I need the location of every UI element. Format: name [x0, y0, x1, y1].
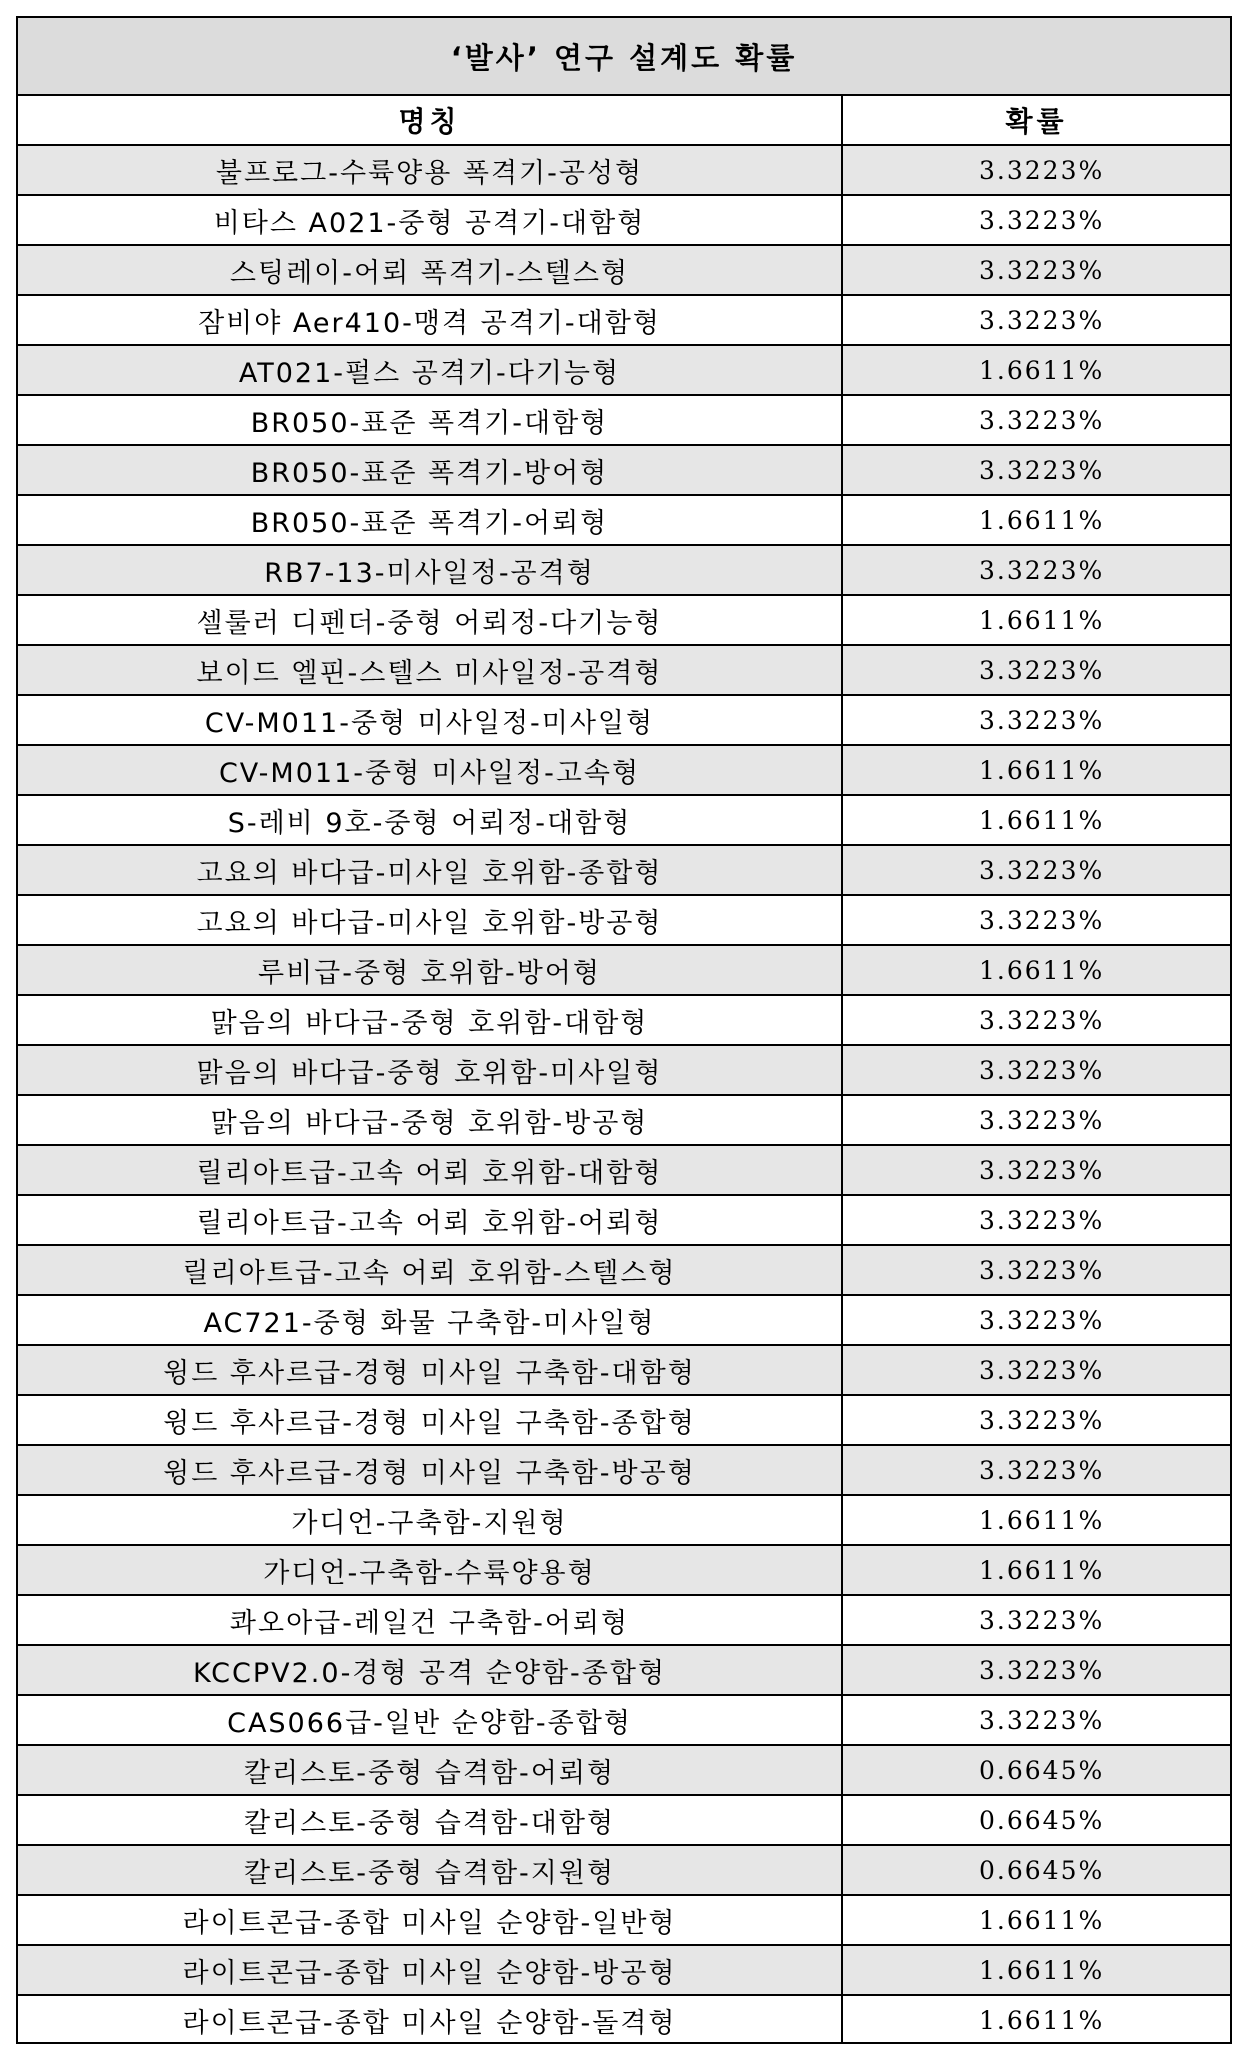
- probability-cell: 0.6645%: [842, 1795, 1230, 1845]
- table-row: [18, 995, 1230, 1045]
- blueprint-name-cell: 스팅레이-어뢰 폭격기-스텔스형: [18, 245, 842, 295]
- table-row: [18, 1545, 1230, 1595]
- probability-cell: 3.3223%: [842, 1195, 1230, 1245]
- table-row: [18, 1495, 1230, 1545]
- blueprint-name-cell: 맑음의 바다급-중형 호위함-대함형: [18, 995, 842, 1045]
- blueprint-name-cell: 윙드 후사르급-경형 미사일 구축함-종합형: [18, 1395, 842, 1445]
- table-row: [18, 1645, 1230, 1695]
- probability-cell: 3.3223%: [842, 1145, 1230, 1195]
- table-row: [18, 1095, 1230, 1145]
- probability-cell: 3.3223%: [842, 1245, 1230, 1295]
- probability-cell: 1.6611%: [842, 795, 1230, 845]
- probability-cell: 1.6611%: [842, 945, 1230, 995]
- table-row: [18, 345, 1230, 395]
- blueprint-name-cell: 맑음의 바다급-중형 호위함-방공형: [18, 1095, 842, 1145]
- blueprint-name-cell: 고요의 바다급-미사일 호위함-방공형: [18, 895, 842, 945]
- table-row: [18, 1295, 1230, 1345]
- blueprint-name-cell: 루비급-중형 호위함-방어형: [18, 945, 842, 995]
- blueprint-name-cell: 비타스 A021-중형 공격기-대함형: [18, 195, 842, 245]
- probability-cell: 3.3223%: [842, 895, 1230, 945]
- table-row: [18, 1945, 1230, 1995]
- table-row: [18, 295, 1230, 345]
- blueprint-name-cell: CV-M011-중형 미사일정-고속형: [18, 745, 842, 795]
- probability-cell: 1.6611%: [842, 1495, 1230, 1545]
- table-row: [18, 395, 1230, 445]
- table-row: [18, 445, 1230, 495]
- blueprint-name-cell: 윙드 후사르급-경형 미사일 구축함-방공형: [18, 1445, 842, 1495]
- table-row: [18, 1745, 1230, 1795]
- probability-cell: 1.6611%: [842, 745, 1230, 795]
- probability-cell: 3.3223%: [842, 1045, 1230, 1095]
- table-row: [18, 495, 1230, 545]
- blueprint-name-cell: 콰오아급-레일건 구축함-어뢰형: [18, 1595, 842, 1645]
- table-row: [18, 795, 1230, 845]
- table-row: [18, 1595, 1230, 1645]
- probability-table: [18, 18, 1230, 2044]
- probability-cell: 1.6611%: [842, 495, 1230, 545]
- blueprint-name-cell: 릴리아트급-고속 어뢰 호위함-스텔스형: [18, 1245, 842, 1295]
- blueprint-name-cell: CAS066급-일반 순양함-종합형: [18, 1695, 842, 1745]
- blueprint-name-cell: 릴리아트급-고속 어뢰 호위함-어뢰형: [18, 1195, 842, 1245]
- probability-cell: 3.3223%: [842, 1445, 1230, 1495]
- table-row: [18, 1895, 1230, 1945]
- blueprint-name-cell: 라이트콘급-종합 미사일 순양함-일반형: [18, 1895, 842, 1945]
- probability-cell: 1.6611%: [842, 1945, 1230, 1995]
- table-row: [18, 845, 1230, 895]
- blueprint-name-cell: 라이트콘급-종합 미사일 순양함-돌격형: [18, 1995, 842, 2044]
- probability-cell: 3.3223%: [842, 395, 1230, 445]
- probability-cell: 3.3223%: [842, 995, 1230, 1045]
- blueprint-name-cell: CV-M011-중형 미사일정-미사일형: [18, 695, 842, 745]
- probability-cell: 3.3223%: [842, 1695, 1230, 1745]
- table-title: ‘발사’ 연구 설계도 확률: [18, 18, 1230, 95]
- blueprint-name-cell: S-레비 9호-중형 어뢰정-대함형: [18, 795, 842, 845]
- probability-cell: 1.6611%: [842, 595, 1230, 645]
- table-row: [18, 695, 1230, 745]
- probability-cell: 3.3223%: [842, 195, 1230, 245]
- table-row: [18, 1845, 1230, 1895]
- probability-cell: 3.3223%: [842, 845, 1230, 895]
- blueprint-name-cell: 라이트콘급-종합 미사일 순양함-방공형: [18, 1945, 842, 1995]
- blueprint-name-cell: AC721-중형 화물 구축함-미사일형: [18, 1295, 842, 1345]
- probability-cell: 3.3223%: [842, 645, 1230, 695]
- probability-cell: 1.6611%: [842, 1545, 1230, 1595]
- title-row: [18, 18, 1230, 95]
- table-row: [18, 1195, 1230, 1245]
- probability-cell: 1.6611%: [979, 2005, 1105, 2035]
- blueprint-name-cell: AT021-펄스 공격기-다기능형: [18, 345, 842, 395]
- table-row: [18, 1345, 1230, 1395]
- blueprint-name-cell: 맑음의 바다급-중형 호위함-미사일형: [18, 1045, 842, 1095]
- probability-cell: 3.3223%: [842, 245, 1230, 295]
- header-row: [18, 95, 1230, 145]
- blueprint-name-cell: BR050-표준 폭격기-어뢰형: [18, 495, 842, 545]
- blueprint-name-cell: 릴리아트급-고속 어뢰 호위함-대함형: [18, 1145, 842, 1195]
- blueprint-name-cell: BR050-표준 폭격기-방어형: [18, 445, 842, 495]
- table-row: [18, 545, 1230, 595]
- probability-cell: 3.3223%: [842, 1395, 1230, 1445]
- blueprint-name-cell: 칼리스토-중형 습격함-어뢰형: [18, 1745, 842, 1795]
- probability-cell: 3.3223%: [842, 545, 1230, 595]
- blueprint-name-cell: 윙드 후사르급-경형 미사일 구축함-대함형: [18, 1345, 842, 1395]
- blueprint-name-cell: 가디언-구축함-수륙양용형: [18, 1545, 842, 1595]
- probability-cell: 1.6611%: [842, 345, 1230, 395]
- table-body: [18, 145, 1230, 2044]
- blueprint-name-cell: 보이드 엘핀-스텔스 미사일정-공격형: [18, 645, 842, 695]
- probability-cell: 3.3223%: [842, 145, 1230, 195]
- probability-cell: 3.3223%: [842, 1295, 1230, 1345]
- probability-cell: 0.6645%: [842, 1845, 1230, 1895]
- table-row: [18, 1145, 1230, 1195]
- table-row: [18, 945, 1230, 995]
- probability-cell: 3.3223%: [842, 445, 1230, 495]
- blueprint-name-cell: 가디언-구축함-지원형: [18, 1495, 842, 1545]
- table-row: [18, 1795, 1230, 1845]
- column-header-name: 명칭: [18, 95, 842, 145]
- blueprint-name-cell: 고요의 바다급-미사일 호위함-종합형: [18, 845, 842, 895]
- table-row: [18, 895, 1230, 945]
- blueprint-name-cell: 칼리스토-중형 습격함-지원형: [18, 1845, 842, 1895]
- probability-cell: 0.6645%: [842, 1745, 1230, 1795]
- probability-cell: 3.3223%: [842, 1095, 1230, 1145]
- column-header-probability: 확률: [842, 95, 1230, 145]
- blueprint-name-cell: 잠비야 Aer410-맹격 공격기-대함형: [18, 295, 842, 345]
- probability-cell: 3.3223%: [842, 295, 1230, 345]
- blueprint-name-cell: 불프로그-수륙양용 폭격기-공성형: [18, 145, 842, 195]
- table-row: [18, 1045, 1230, 1095]
- probability-cell: 3.3223%: [842, 1645, 1230, 1695]
- table-row: [18, 1395, 1230, 1445]
- blueprint-name-cell: 셀룰러 디펜더-중형 어뢰정-다기능형: [18, 595, 842, 645]
- table-row: [18, 745, 1230, 795]
- table-row: [18, 1445, 1230, 1495]
- blueprint-name-cell: 칼리스토-중형 습격함-대함형: [18, 1795, 842, 1845]
- blueprint-name-cell: BR050-표준 폭격기-대함형: [18, 395, 842, 445]
- probability-cell: 3.3223%: [842, 695, 1230, 745]
- table-row: [18, 245, 1230, 295]
- table-row: [18, 145, 1230, 195]
- blueprint-name-cell: RB7-13-미사일정-공격형: [18, 545, 842, 595]
- probability-cell: 3.3223%: [842, 1595, 1230, 1645]
- table-row: [18, 645, 1230, 695]
- probability-cell: 3.3223%: [842, 1345, 1230, 1395]
- probability-table-frame: [16, 16, 1232, 2044]
- table-row: [18, 1695, 1230, 1745]
- blueprint-name-cell: KCCPV2.0-경형 공격 순양함-종합형: [18, 1645, 842, 1695]
- table-row: [18, 595, 1230, 645]
- table-row: [18, 1245, 1230, 1295]
- probability-cell: 1.6611%: [842, 1895, 1230, 1945]
- table-row: [18, 195, 1230, 245]
- table-row: [18, 1995, 1230, 2044]
